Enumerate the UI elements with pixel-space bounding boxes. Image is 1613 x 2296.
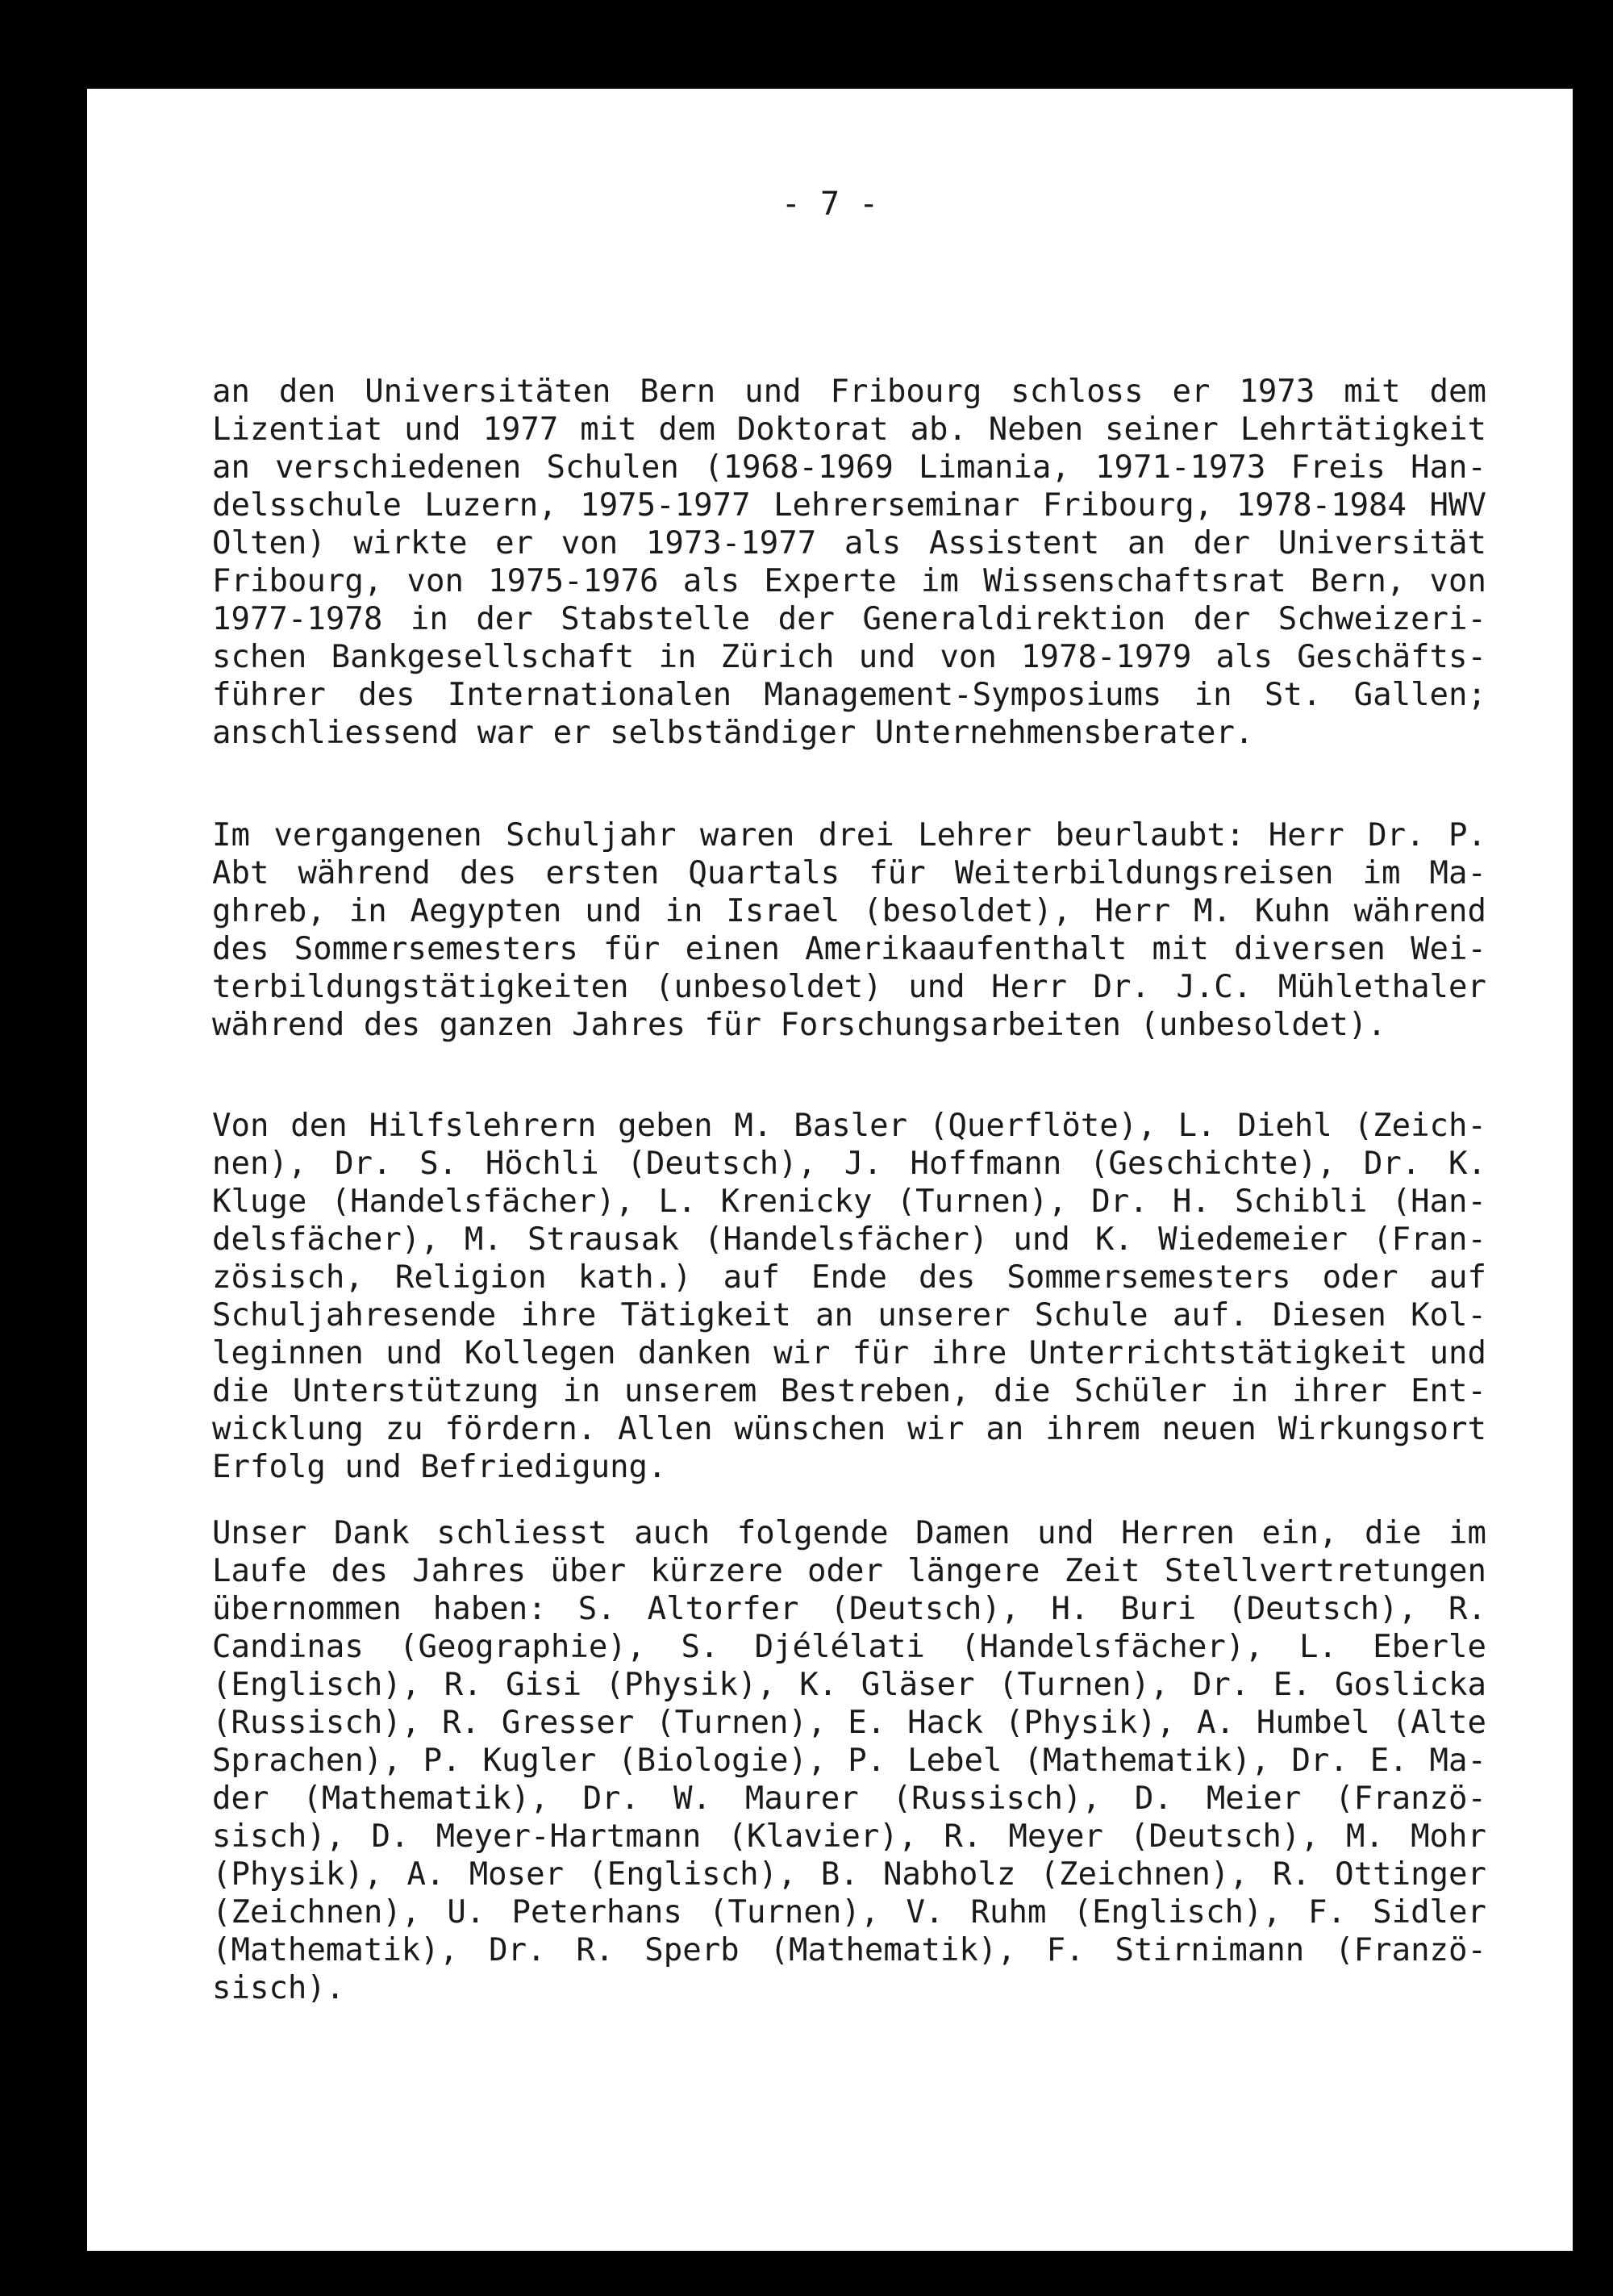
text-line: Lizentiat und 1977 mit dem Doktorat ab. Neben seiner Lehrtätigkeit	[212, 411, 1486, 448]
text-line: des Sommersemesters für einen Amerikaaufenthalt mit diversen Wei-	[212, 931, 1486, 967]
text-line: ghreb, in Aegypten und in Israel (besoldet), Herr M. Kuhn während	[212, 893, 1486, 929]
text-line: an verschiedenen Schulen (1968-1969 Limania, 1971-1973 Freis Han-	[212, 449, 1486, 486]
text-line: terbildungstätigkeiten (unbesoldet) und Herr Dr. J.C. Mühlethaler	[212, 969, 1486, 1005]
text-line: (Zeichnen), U. Peterhans (Turnen), V. Ruhm (Englisch), F. Sidler	[212, 1894, 1486, 1931]
text-line: Laufe des Jahres über kürzere oder längere Zeit Stellvertretungen	[212, 1553, 1486, 1589]
text-line: Olten) wirkte er von 1973-1977 als Assistent an der Universität	[212, 525, 1486, 561]
text-line: Sprachen), P. Kugler (Biologie), P. Lebel (Mathematik), Dr. E. Ma-	[212, 1743, 1486, 1779]
text-line: Im vergangenen Schuljahr waren drei Lehrer beurlaubt: Herr Dr. P.	[212, 817, 1486, 854]
text-line: (Physik), A. Moser (Englisch), B. Nabholz (Zeichnen), R. Ottinger	[212, 1856, 1486, 1893]
text-line: 1977-1978 in der Stabstelle der Generaldirektion der Schweizeri-	[212, 601, 1486, 637]
text-line: führer des Internationalen Management-Symposiums in St. Gallen;	[212, 677, 1486, 713]
text-line: wicklung zu fördern. Allen wünschen wir an ihrem neuen Wirkungsort	[212, 1411, 1486, 1447]
text-line: Fribourg, von 1975-1976 als Experte im Wissenschaftsrat Bern, von	[212, 563, 1486, 599]
paragraph-substitutes	[212, 1514, 1486, 2007]
paragraph-leave	[212, 816, 1486, 1044]
text-line: Erfolg und Befriedigung.	[212, 1449, 667, 1485]
text-line: Candinas (Geographie), S. Djélélati (Handelsfächer), L. Eberle	[212, 1629, 1486, 1665]
text-line: Schuljahresende ihre Tätigkeit an unserer Schule auf. Diesen Kol-	[212, 1297, 1486, 1334]
text-line: übernommen haben: S. Altorfer (Deutsch), H. Buri (Deutsch), R.	[212, 1591, 1486, 1627]
text-line: sisch).	[212, 1970, 345, 2006]
text-line: die Unterstützung in unserem Bestreben, die Schüler in ihrer Ent-	[212, 1373, 1486, 1409]
text-line: (Mathematik), Dr. R. Sperb (Mathematik), F. Stirnimann (Franzö-	[212, 1932, 1486, 1968]
text-line: Unser Dank schliesst auch folgende Damen und Herren ein, die im	[212, 1515, 1486, 1551]
page-number: - 7 -	[781, 186, 879, 223]
text-line: nen), Dr. S. Höchli (Deutsch), J. Hoffmann (Geschichte), Dr. K.	[212, 1146, 1486, 1182]
text-line: delsschule Luzern, 1975-1977 Lehrerseminar Fribourg, 1978-1984 HWV	[212, 487, 1486, 524]
text-line: Kluge (Handelsfächer), L. Krenicky (Turnen), Dr. H. Schibli (Han-	[212, 1183, 1486, 1220]
text-line: an den Universitäten Bern und Fribourg schloss er 1973 mit dem	[212, 374, 1486, 410]
text-line: der (Mathematik), Dr. W. Maurer (Russisch), D. Meier (Franzö-	[212, 1780, 1486, 1817]
paragraph-biography	[212, 373, 1486, 752]
text-line: schen Bankgesellschaft in Zürich und von 1978-1979 als Geschäfts-	[212, 639, 1486, 675]
text-line: leginnen und Kollegen danken wir für ihre Unterrichtstätigkeit und	[212, 1335, 1486, 1371]
text-line: Von den Hilfslehrern geben M. Basler (Querflöte), L. Diehl (Zeich-	[212, 1108, 1486, 1144]
text-line: (Russisch), R. Gresser (Turnen), E. Hack (Physik), A. Humbel (Alte	[212, 1705, 1486, 1741]
text-line: zösisch, Religion kath.) auf Ende des Sommersemesters oder auf	[212, 1259, 1486, 1296]
text-line: Abt während des ersten Quartals für Weiterbildungsreisen im Ma-	[212, 855, 1486, 891]
text-line: anschliessend war er selbständiger Unternehmensberater.	[212, 715, 1254, 751]
text-line: delsfächer), M. Strausak (Handelsfächer) und K. Wiedemeier (Fran-	[212, 1221, 1486, 1258]
text-line: während des ganzen Jahres für Forschungsarbeiten (unbesoldet).	[212, 1007, 1386, 1043]
paragraph-assistant-teachers	[212, 1107, 1486, 1486]
document-page	[87, 89, 1573, 2251]
text-line: (Englisch), R. Gisi (Physik), K. Gläser (Turnen), Dr. E. Goslicka	[212, 1667, 1486, 1703]
text-line: sisch), D. Meyer-Hartmann (Klavier), R. Meyer (Deutsch), M. Mohr	[212, 1818, 1486, 1855]
